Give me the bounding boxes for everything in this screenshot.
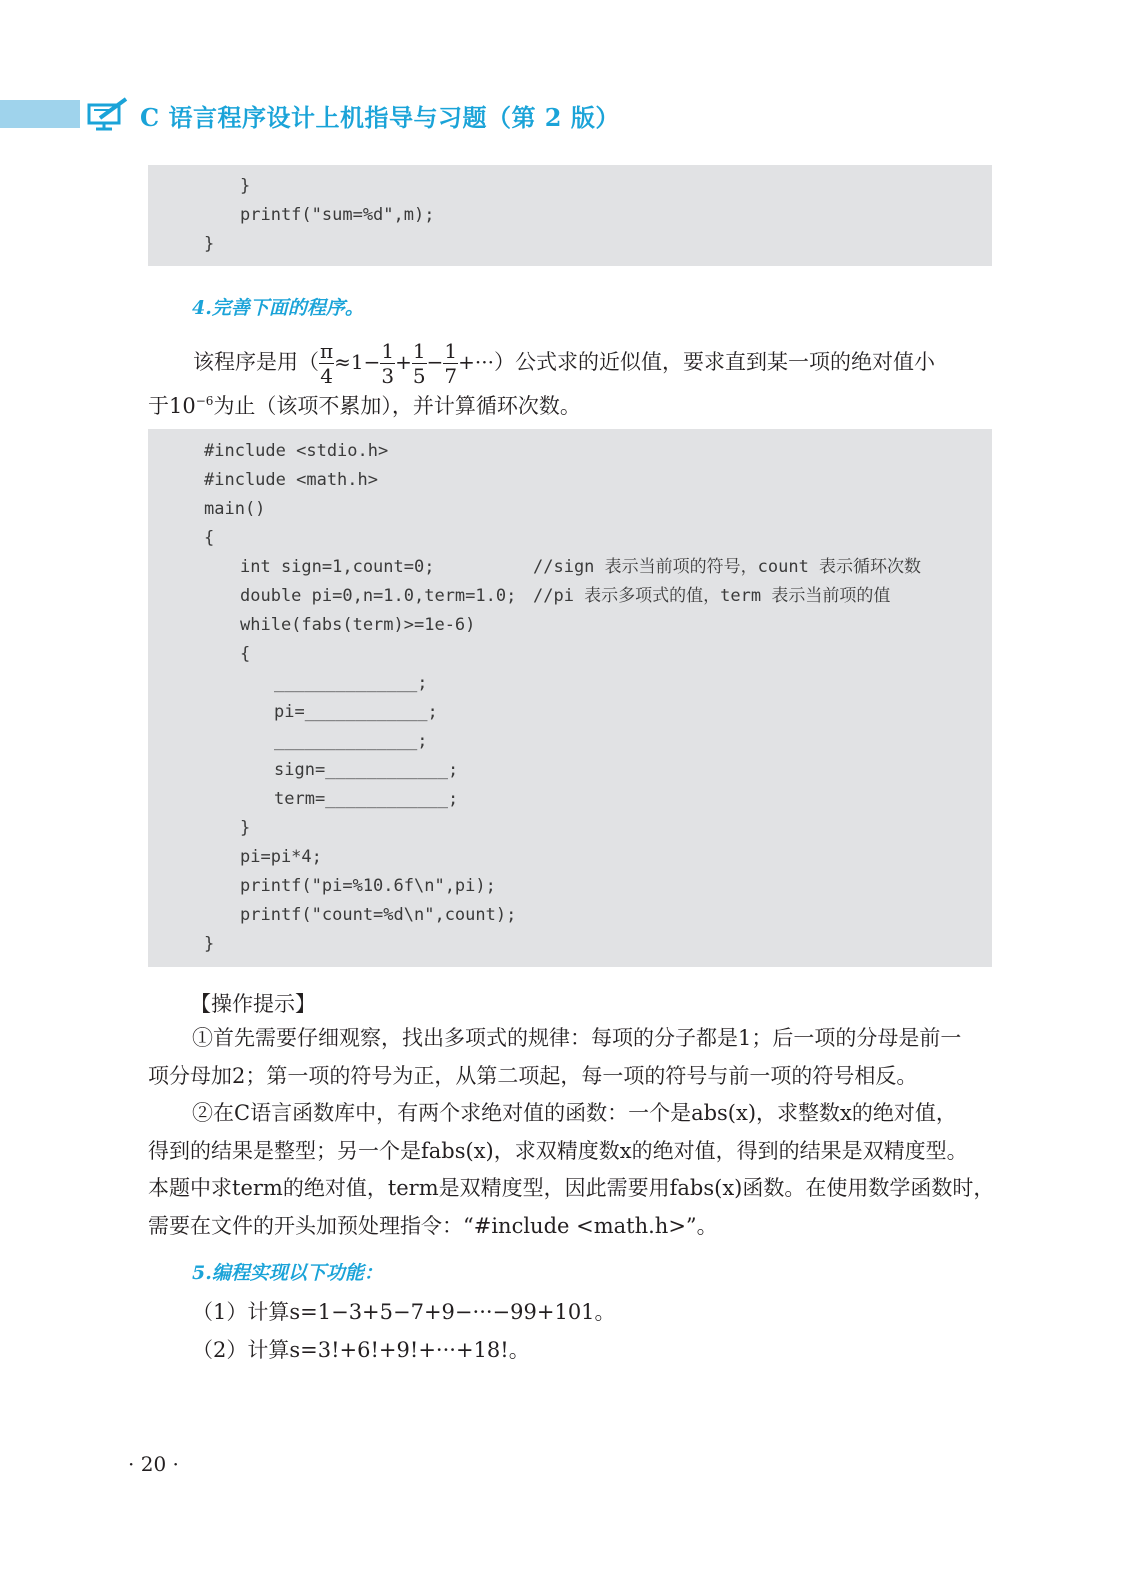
book-title: C 语言程序设计上机指导与习题（第 2 版） [140, 103, 620, 132]
formula-plus: + [395, 350, 412, 374]
formula-minus: − [426, 350, 444, 374]
code-line: { [240, 644, 251, 664]
code-line: printf("count=%d\n",count); [240, 905, 517, 925]
section-4-heading: 4.完善下面的程序。 [192, 297, 364, 319]
code-line: pi=pi*4; [240, 847, 322, 867]
intro-line2-rest: 为止（该项不累加），并计算循环次数。 [213, 394, 581, 418]
hint-paragraph-2-line2: 得到的结果是整型；另一个是fabs(x)，求双精度数x的绝对值，得到的结果是双精度型。 [148, 1139, 968, 1163]
code-line: int sign=1,count=0; [240, 557, 435, 577]
code-line: double pi=0,n=1.0,term=1.0; [240, 586, 517, 606]
section-5-item-2: （2）计算s=3!+6!+9!+···+18!。 [192, 1338, 530, 1362]
hint-paragraph-2-line4: 需要在文件的开头加预处理指令：“#include <math.h>”。 [148, 1214, 718, 1238]
section-5-item-1: （1）计算s=1−3+5−7+9−···−99+101。 [192, 1300, 616, 1324]
frac-numerator: 1 [444, 339, 458, 363]
frac-denominator: 3 [381, 364, 395, 388]
code-blank-line: ______________; [274, 673, 428, 693]
exponent: −6 [195, 394, 214, 408]
formula-approx: ≈1− [334, 350, 381, 374]
code-line: printf("sum=%d",m); [240, 205, 435, 225]
code-blank-line: pi=____________; [274, 702, 438, 722]
code-line: main() [204, 499, 266, 519]
fraction-pi-over-4 [319, 341, 334, 386]
hint-paragraph-1-line1: ①首先需要仔细观察，找出多项式的规律：每项的分子都是1；后一项的分母是前一 [192, 1026, 962, 1050]
code-blank-line: term=____________; [274, 789, 459, 809]
header-band [0, 100, 80, 128]
code-block-top [148, 165, 992, 266]
section-5-heading: 5.编程实现以下功能： [192, 1262, 383, 1284]
frac-numerator: 1 [381, 339, 395, 363]
frac-numerator: 1 [412, 339, 426, 363]
code-comment: //pi 表示多项式的值，term 表示当前项的值 [533, 586, 891, 606]
fraction-1-over-5 [412, 341, 427, 386]
code-line: while(fabs(term)>=1e-6) [240, 615, 476, 635]
code-comment: //sign 表示当前项的符号，count 表示循环次数 [533, 557, 922, 577]
monitor-pen-icon [86, 96, 128, 132]
code-line: #include <math.h> [204, 470, 378, 490]
formula-tail: +··· [458, 350, 494, 374]
hint-paragraph-2-line1: ②在C语言函数库中，有两个求绝对值的函数：一个是abs(x)，求整数x的绝对值， [192, 1101, 957, 1125]
hint-paragraph-1-line2: 项分母加2；第一项的符号为正，从第二项起，每一项的符号与前一项的符号相反。 [148, 1064, 918, 1088]
fraction-1-over-7 [443, 341, 458, 386]
code-line: } [240, 176, 251, 196]
code-line: } [204, 934, 215, 954]
code-blank-line: ______________; [274, 731, 428, 751]
hint-paragraph-2-line3: 本题中求term的绝对值，term是双精度型，因此需要用fabs(x)函数。在使用数学函数时， [148, 1176, 995, 1200]
code-line: #include <stdio.h> [204, 441, 389, 461]
code-line: printf("pi=%10.6f\n",pi); [240, 876, 496, 896]
frac-numerator: π [320, 339, 334, 363]
code-block-main [148, 429, 992, 967]
frac-denominator: 5 [412, 364, 426, 388]
intro-text-after: ）公式求的近似值，要求直到某一项的绝对值小 [493, 350, 935, 374]
code-line: { [204, 528, 215, 548]
page-number: · 20 · [128, 1452, 179, 1476]
code-line: } [240, 818, 251, 838]
section-4-intro-line1 [193, 341, 935, 386]
intro-line2-prefix: 于10 [148, 394, 196, 418]
section-4-intro-line2 [148, 386, 581, 421]
frac-denominator: 7 [444, 364, 458, 388]
code-blank-line: sign=____________; [274, 760, 459, 780]
code-line: } [204, 234, 215, 254]
frac-denominator: 4 [320, 364, 333, 388]
hint-heading: 【操作提示】 [190, 992, 316, 1016]
fraction-1-over-3 [380, 341, 395, 386]
intro-text-before: 该程序是用（ [193, 350, 319, 374]
